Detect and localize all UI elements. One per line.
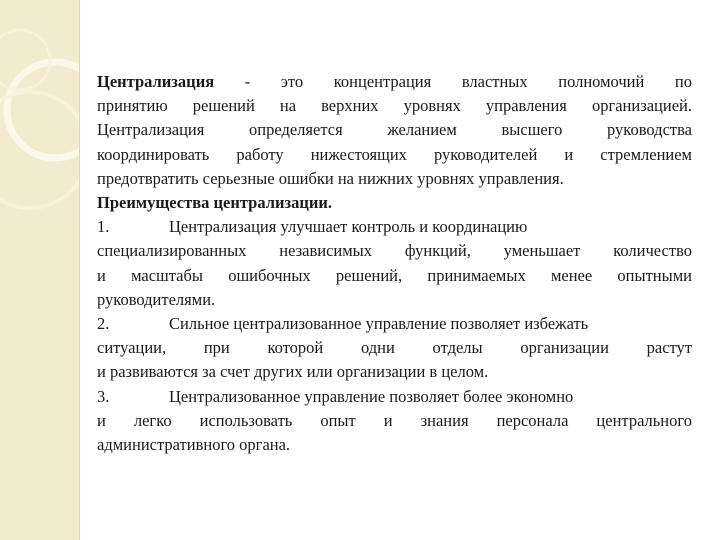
item-number: 1.: [97, 217, 110, 237]
list-item-line: и развиваются за счет других или организации в целом.: [97, 362, 489, 382]
decorative-circles: [0, 0, 80, 540]
list-item-first-line: 2. Сильное централизованное управление позволяет избежать: [97, 312, 692, 336]
list-item-line: ситуации, при которой одни отделы организации растут: [97, 338, 692, 358]
advantages-heading: Преимущества централизации.: [97, 193, 333, 213]
list-item-line: специализированных независимых функций, уменьшает количество: [97, 241, 692, 261]
item-number: 3.: [97, 386, 110, 406]
sidebar-divider: [79, 0, 80, 540]
definition-line: предотвратить серьезные ошибки на нижних уровнях управления.: [97, 168, 564, 188]
list-item-line: административного органа.: [97, 435, 291, 455]
definition-line: принятию решений на верхних уровнях управления организацией.: [97, 96, 692, 116]
list-item-first-line: 3. Централизованное управление позволяет более экономно: [97, 385, 692, 409]
list-item-line: руководителями.: [97, 289, 216, 309]
definition-line: Централизация - это концентрация властных полномочий по: [97, 72, 692, 91]
term: Централизация: [97, 72, 215, 91]
item-number: 2.: [97, 314, 110, 334]
list-item-line: и легко использовать опыт и знания персонала центрального: [97, 410, 692, 430]
list-item-line: и масштабы ошибочных решений, принимаемых менее опытными: [97, 265, 692, 285]
definition-line: Централизация определяется желанием высшего руководства: [97, 120, 692, 140]
decorative-sidebar: [0, 0, 80, 540]
definition-line: координировать работу нижестоящих руководителей и стремлением: [97, 144, 692, 164]
slide-body: [97, 70, 692, 457]
list-item-first-line: 1. Централизация улучшает контроль и координацию: [97, 215, 692, 239]
